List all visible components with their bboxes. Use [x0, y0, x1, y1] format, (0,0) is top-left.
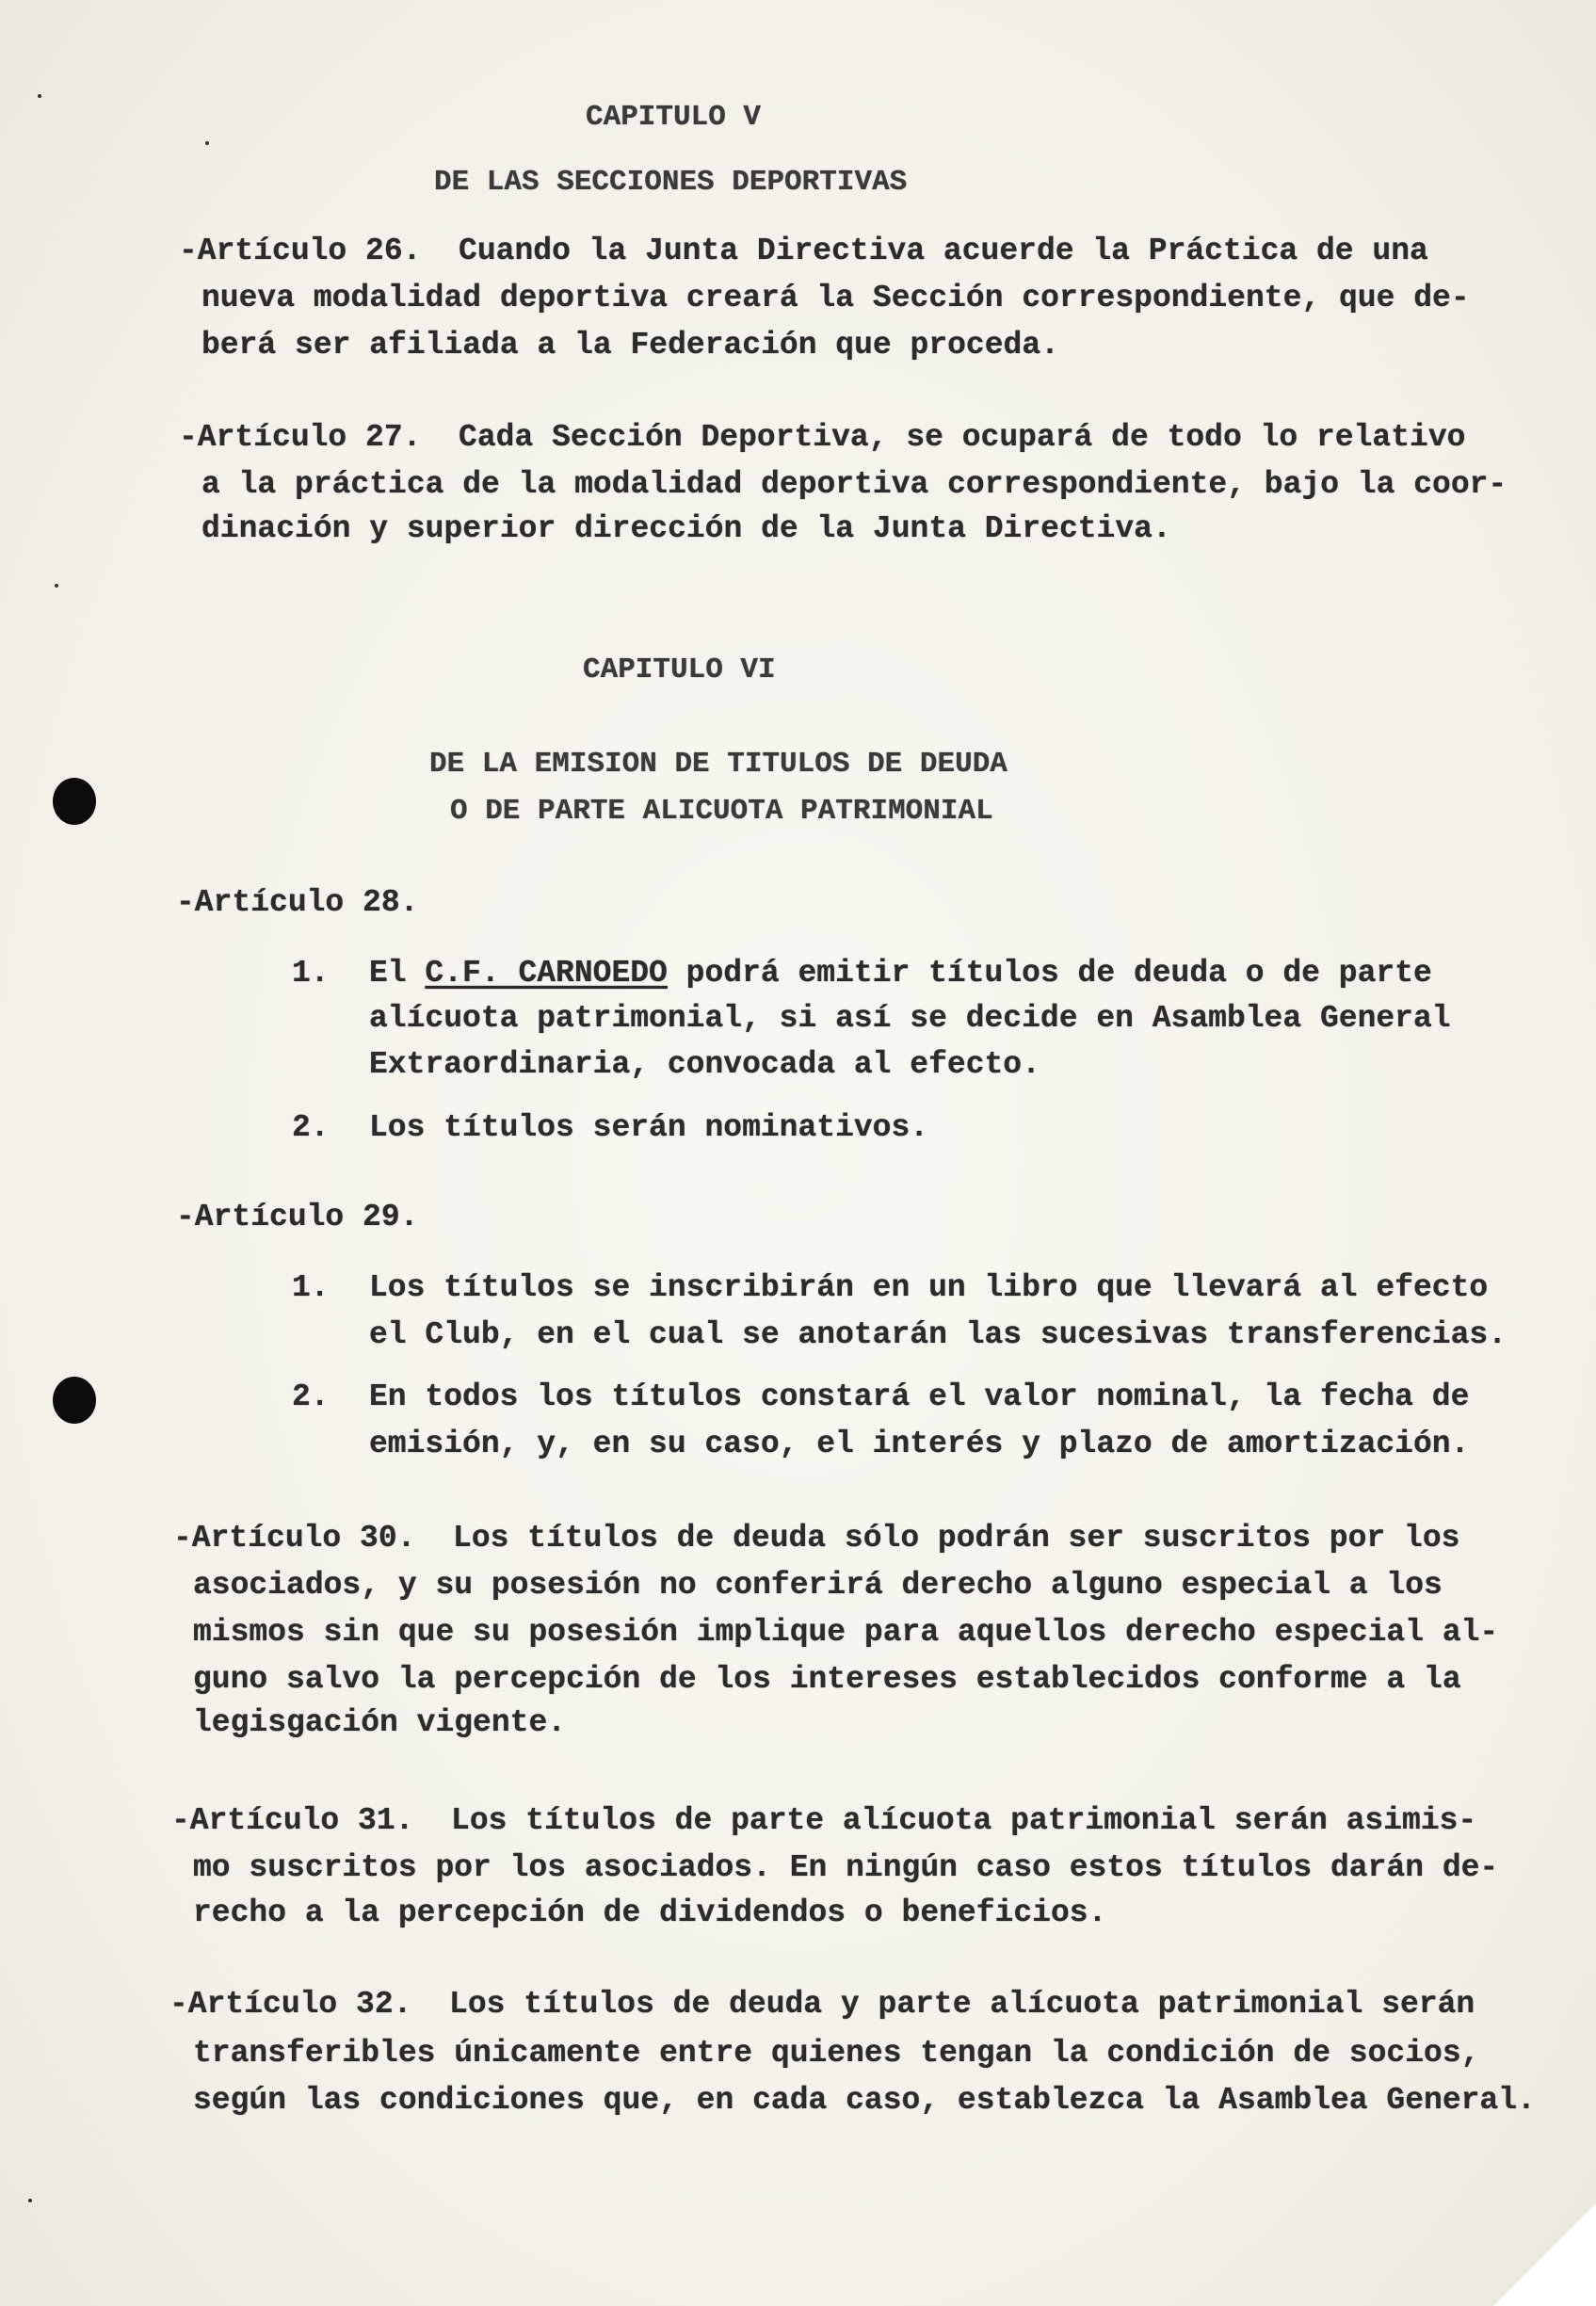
article-28-item-1-line: alícuota patrimonial, si así se decide en Asamblea General	[369, 1001, 1451, 1036]
speck	[205, 141, 209, 145]
punch-hole	[53, 778, 96, 825]
article-28-item-2-line: Los títulos serán nominativos.	[369, 1110, 929, 1145]
article-32-line: transferibles únicamente entre quienes tengan la condición de socios,	[193, 2036, 1480, 2071]
text: podrá emitir títulos de deuda o de parte	[667, 956, 1432, 991]
chapter-6-subtitle: DE LA EMISION DE TITULOS DE DEUDA	[429, 748, 1008, 781]
article-32-line: según las condiciones que, en cada caso, establezca la Asamblea General.	[193, 2083, 1536, 2118]
article-28-item-1-line: Extraordinaria, convocada al efecto.	[369, 1047, 1040, 1082]
chapter-6-title: CAPITULO VI	[583, 653, 776, 686]
article-26-line: nueva modalidad deportiva creará la Sección correspondiente, que de-	[202, 281, 1470, 315]
speck	[28, 2199, 32, 2202]
article-31-line: -Artículo 31. Los títulos de parte alícuota patrimonial serán asimis-	[171, 1803, 1477, 1838]
article-30-line: guno salvo la percepción de los intereses establecidos conforme a la	[193, 1662, 1461, 1697]
article-29-item-2-line: emisión, y, en su caso, el interés y plazo de amortización.	[369, 1427, 1470, 1461]
punch-hole	[53, 1377, 96, 1424]
speck	[38, 94, 41, 98]
article-29-item-1-line: Los títulos se inscribirán en un libro que llevará al efecto	[369, 1270, 1489, 1305]
chapter-5-title: CAPITULO V	[586, 101, 762, 134]
chapter-5-subtitle: DE LAS SECCIONES DEPORTIVAS	[434, 166, 908, 199]
article-27-line: dinación y superior dirección de la Junta Directiva.	[202, 511, 1171, 546]
text: El	[369, 956, 426, 991]
article-28-item-1-line	[369, 955, 1432, 992]
item-number: 2.	[292, 1379, 330, 1414]
article-30-line: asociados, y su posesión no conferirá derecho alguno especial a los	[193, 1568, 1443, 1603]
article-26-line: -Artículo 26. Cuando la Junta Directiva acuerde la Práctica de una	[179, 234, 1428, 268]
article-29-item-1-line: el Club, en el cual se anotarán las sucesivas transferencias.	[369, 1317, 1507, 1352]
article-29-item-2-line: En todos los títulos constará el valor nominal, la fecha de	[369, 1379, 1470, 1414]
article-31-line: mo suscritos por los asociados. En ningún caso estos títulos darán de-	[193, 1850, 1499, 1885]
club-name: C.F. CARNOEDO	[425, 956, 668, 991]
article-32-line: -Artículo 32. Los títulos de deuda y parte alícuota patrimonial serán	[169, 1987, 1475, 2022]
article-30-line: -Artículo 30. Los títulos de deuda sólo podrán ser suscritos por los	[173, 1521, 1460, 1556]
chapter-6-subtitle: O DE PARTE ALICUOTA PATRIMONIAL	[450, 795, 993, 828]
item-number: 1.	[292, 1270, 330, 1305]
article-30-line: legisgación vigente.	[193, 1705, 567, 1740]
item-number: 2.	[292, 1110, 330, 1145]
item-number: 1.	[292, 956, 330, 991]
article-26-line: berá ser afiliada a la Federación que proceda.	[202, 328, 1059, 363]
article-27-line: -Artículo 27. Cada Sección Deportiva, se ocupará de todo lo relativo	[179, 420, 1466, 455]
article-30-line: mismos sin que su posesión implique para aquellos derecho especial al-	[193, 1615, 1499, 1650]
article-27-line: a la práctica de la modalidad deportiva correspondiente, bajo la coor-	[202, 467, 1507, 502]
folded-corner	[1492, 2202, 1596, 2306]
article-29-label: -Artículo 29.	[176, 1200, 419, 1234]
article-31-line: recho a la percepción de dividendos o beneficios.	[193, 1895, 1107, 1930]
article-28-label: -Artículo 28.	[176, 885, 419, 920]
speck	[55, 584, 58, 588]
